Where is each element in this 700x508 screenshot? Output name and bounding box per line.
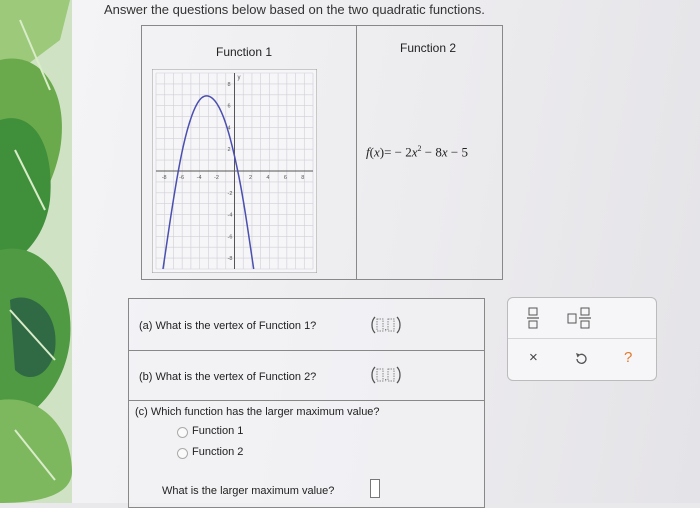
function1-title: Function 1 [216, 45, 273, 59]
table-divider [356, 26, 357, 279]
question-c-text: (c) Which function has the larger maximum value? [135, 406, 380, 418]
undo-icon[interactable] [574, 352, 588, 366]
y-tick-label: -8 [227, 256, 233, 263]
vertex-a-ordered-pair-input[interactable] [369, 315, 403, 335]
function2-formula: $f(x)= - 2x^2 - 8x - 5$ [366, 144, 469, 160]
mixed-number-button[interactable] [566, 306, 594, 330]
vertex-b-ordered-pair-input[interactable] [369, 365, 403, 385]
x-tick-label: 8 [301, 175, 305, 181]
larger-max-question: What is the larger maximum value? [162, 485, 335, 497]
function2-radio-label: Function 2 [192, 446, 244, 458]
x-tick-label: -6 [179, 175, 185, 181]
help-button[interactable]: ? [624, 349, 633, 366]
y-tick-label: 2 [227, 147, 231, 154]
question-a-text: (a) What is the vertex of Function 1? [139, 320, 317, 332]
function1-radio[interactable] [177, 427, 188, 438]
x-tick-label: 4 [266, 175, 270, 181]
y-tick-label: 8 [227, 81, 231, 88]
fraction-button[interactable] [526, 306, 540, 330]
y-tick-label: 6 [227, 103, 231, 110]
svg-text:,: , [384, 372, 388, 382]
row-separator [129, 350, 484, 351]
x-tick-label: -8 [161, 175, 167, 181]
row-separator [129, 400, 484, 401]
functions-table [141, 25, 503, 280]
formula-var-2: x [411, 144, 418, 160]
math-toolbox [507, 297, 657, 381]
y-axis-label: y [237, 75, 241, 81]
function2-radio[interactable] [177, 448, 188, 459]
formula-var-3: x [441, 144, 448, 160]
formula-var: x [373, 144, 380, 160]
x-tick-label: -4 [196, 175, 202, 181]
svg-text:,: , [384, 322, 388, 332]
function1-radio-label: Function 1 [192, 425, 244, 437]
question-b-text: (b) What is the vertex of Function 2? [139, 371, 317, 383]
toolbox-separator [508, 338, 656, 339]
x-tick-label: 2 [248, 175, 253, 181]
clear-button[interactable]: × [529, 349, 538, 366]
function1-graph [152, 69, 317, 273]
y-tick-label: -4 [227, 212, 233, 219]
larger-max-input[interactable] [370, 479, 380, 498]
y-tick-label: 4 [227, 125, 231, 132]
x-tick-label: 6 [283, 175, 287, 181]
formula-fn-name: f [366, 144, 370, 160]
formula-part3: − 5 [447, 144, 469, 160]
y-tick-label: -2 [227, 190, 233, 197]
formula-part1: = − 2 [384, 144, 412, 160]
x-tick-label: -2 [214, 175, 219, 181]
y-tick-label: -6 [227, 234, 233, 241]
instructions-text: Answer the questions below based on the two quadratic functions. [104, 2, 485, 17]
formula-exponent: 2 [417, 144, 422, 153]
questions-table [128, 298, 485, 508]
function2-title: Function 2 [400, 41, 457, 55]
formula-part2: − 8 [421, 144, 442, 160]
